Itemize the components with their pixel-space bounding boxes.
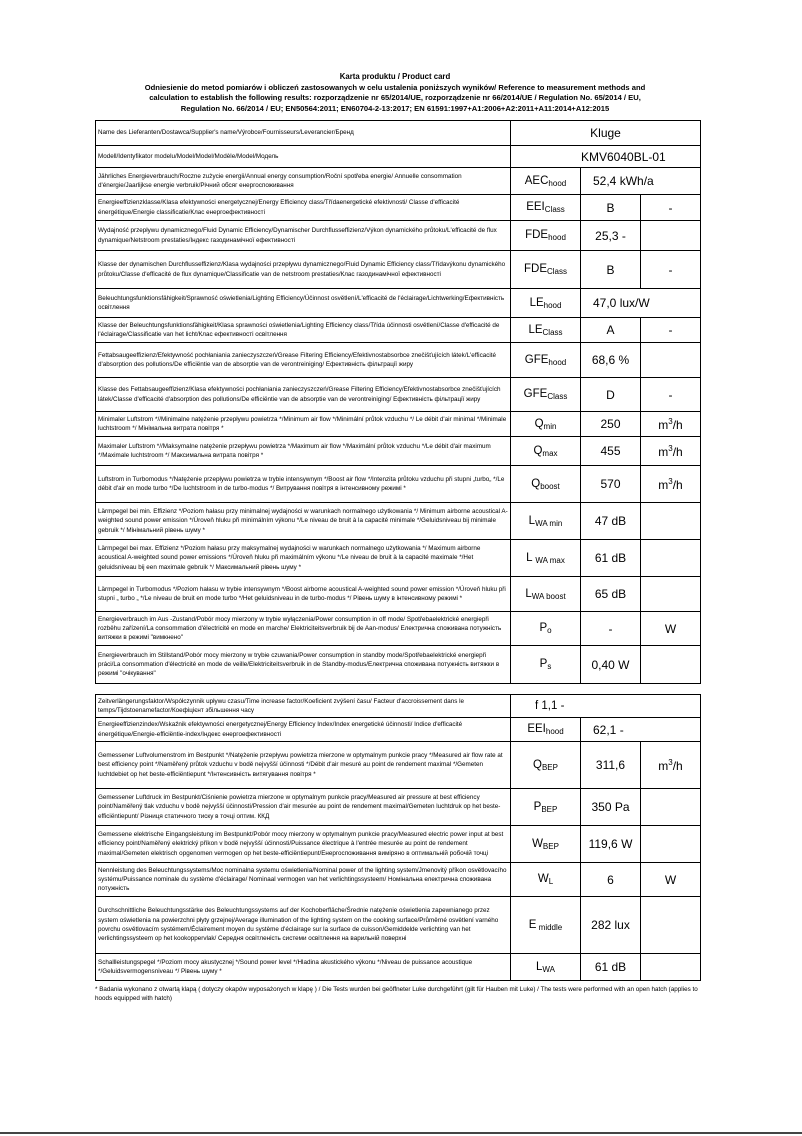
row-unit: W xyxy=(641,612,701,646)
symbol-main: L xyxy=(526,551,536,564)
symbol-sub: hood xyxy=(548,233,566,242)
row-label: Nennleistung des Beleuchtungssystems/Moc nominalna systemu oświetlenia/Nominal power of the lighting system/Jmenovitý příkon osvětlovacího systému/Puissance nominale du système d'éclairage/ Nominaal vermogen van het verlichtingssysteem/ Номінальна електрична споживана потужність xyxy=(96,863,511,897)
table-row xyxy=(96,695,701,718)
row-value: 282 lux xyxy=(581,897,641,954)
symbol-sub: Class xyxy=(547,392,568,401)
symbol-sub: max xyxy=(542,448,558,458)
symbol-main: W xyxy=(532,837,543,850)
row-symbol xyxy=(511,412,581,437)
row-unit xyxy=(641,221,701,251)
symbol-sub: hood xyxy=(545,727,564,736)
symbol-sub: hood xyxy=(548,178,567,188)
row-symbol xyxy=(511,540,581,577)
document-title: Karta produktu / Product card xyxy=(339,72,451,81)
symbol-main: GFE xyxy=(524,353,549,366)
symbol-main: GFE xyxy=(523,388,548,400)
product-card-table-main xyxy=(95,120,701,684)
row-symbol-value xyxy=(511,695,701,718)
row-label: Zeitverlängerungsfaktor/Współczynnik upływu czasu/Time increase factor/Koeficient zvýšení času/ Facteur d'accroissement dans le temps/Tijdstoenamefactor/Коефіцієнт збільшення часу xyxy=(96,695,511,718)
row-symbol xyxy=(511,897,581,954)
row-label: Energieeffizienzindex/Wskaźnik efektywności energetycznej/Energy Efficiency Index/Index energetické účinnosti/ Indice d'efficacité énergétique/Energie-efficiëntie-index/Індекс енергоефективності xyxy=(96,718,511,742)
row-value: D xyxy=(581,378,641,412)
symbol-main: FDE xyxy=(525,229,549,241)
row-symbol xyxy=(511,577,581,612)
unit-sup: 3 xyxy=(668,757,673,767)
unit-tail: /h xyxy=(672,444,683,459)
table-row xyxy=(96,863,701,897)
footnote: * Badania wykonano z otwartą klapą ( dotyczy okapów wyposażonych w klapę ) / Die Tests wurden bei geöffneter Luke durchgeführt (gilt für Hauben mit Luke) / The tests were performed with an open hatch (applies to hoods equipped with hatch) xyxy=(95,986,698,1002)
row-unit xyxy=(641,577,701,612)
row-symbol xyxy=(511,612,581,646)
symbol-main: L xyxy=(528,514,536,527)
symbol-sub: s xyxy=(547,662,552,671)
row-symbol xyxy=(511,742,581,789)
table-row xyxy=(96,577,701,612)
row-label: Schallleistungspegel */Poziom mocy akustycznej */Sound power level */Hladina akustického výkonu */Niveau de puissance acoustique */Geluidsvermogensniveau */ Рівень шуму * xyxy=(96,954,511,981)
row-label: Wydajność przepływu dynamicznego/Fluid Dynamic Efficiency/Dynamischer Durchflusseffizienz/Výkon dynamického průtoku/L'efficacité de flux dynamique/Netstroom prestaties/Індекс газодинамічної ефективності xyxy=(96,221,511,251)
header-line-3: Regulation No. 66/2014 / EU; EN50564:2011; EN60704-2-13:2017; EN 61591:1997+A1:2006+A2:2011+A11:2014+A12:2015 xyxy=(180,103,610,113)
symbol-sub: Class xyxy=(542,327,563,337)
row-label: Energieeffizienzklasse/Klasa efektywności energetycznej/Energy Efficiency class/Třídaenergetické efektivnosti/ Classe d'efficacité énergétique/Energie classificatie/Клас енергоефективності xyxy=(96,195,511,221)
row-value: 61 dB xyxy=(581,954,641,981)
row-symbol xyxy=(511,646,581,684)
row-value: B xyxy=(581,251,641,289)
row-unit xyxy=(641,954,701,981)
row-symbol xyxy=(511,466,581,503)
symbol-main: P xyxy=(539,622,548,634)
row-value: 250 xyxy=(581,412,641,437)
row-label: Gemessener Luftdruck im Bestpunkt/Ciśnienie powietrza mierzone w optymalnym punkcie pracy/Measured air pressure at best efficiency point/Naměřený tlak vzduchu v bodě nejvyšší účinnosti/Pression d'air mesurée au point de rendement maximal/Gemeten luchtdruk op het beste-efficiëntiepunt/ Різниця статичного тиску в точці оптим. ККД xyxy=(96,789,511,826)
row-symbol xyxy=(511,378,581,412)
symbol-sub: Class xyxy=(544,205,565,214)
unit-main: m xyxy=(658,444,669,459)
model-identifier-text: KMV6040BL-01 xyxy=(581,149,666,164)
symbol-main: P xyxy=(533,800,542,813)
symbol-main: EEI xyxy=(527,723,546,735)
row-value: 570 xyxy=(581,466,641,503)
row-value: B xyxy=(581,195,641,221)
unit-main: m xyxy=(658,417,669,432)
row-label: Klasse der dynamischen Durchflusseffizienz/Klasa wydajności przepływu dynamicznego/Fluid Dynamic Efficiency class/Třídavýkonu dynamického průtoku/Classe d'efficacité de flux dynamique/Classificatie van de netstroom prestaties/Клас газодинамічної ефективності xyxy=(96,251,511,289)
row-symbol xyxy=(511,251,581,289)
symbol-main: E xyxy=(528,918,537,931)
table-row xyxy=(96,195,701,221)
row-label: Name des Lieferanten/Dostawca/Supplier's name/Výrobce/Fournisseurs/Leverancier/Бренд xyxy=(96,121,511,146)
symbol-main: L xyxy=(525,587,532,600)
row-label: Klasse der Beleuchtungsfunktionsfähigkeit/Klasa sprawności oświetlenia/Lighting Efficiency class/Třída účinnosti osvětlení/Classe d'efficacité de l'éclairage/Classificatie van het licht/Клас ефективності освітлення xyxy=(96,318,511,343)
table-row xyxy=(96,789,701,826)
row-unit xyxy=(641,789,701,826)
row-value: 65 dB xyxy=(581,577,641,612)
table-row xyxy=(96,168,701,195)
row-symbol xyxy=(511,289,581,318)
row-value: 25,3 - xyxy=(581,221,641,251)
row-value: 119,6 W xyxy=(581,826,641,863)
row-label: Beleuchtungsfunktionsfähigkeit/Sprawność oświetlenia/Lighting Efficiency/Účinnost osvětlení/L'efficacité de l'éclairage/Lichtwerking/Ефективність освітлення xyxy=(96,289,511,318)
table-row xyxy=(96,540,701,577)
row-value: 47 dB xyxy=(581,503,641,540)
supplier-name-value: Kluge xyxy=(511,121,701,146)
unit-main: m xyxy=(658,477,669,492)
table-row xyxy=(96,646,701,684)
row-label: Energieverbrauch im Stillstand/Pobór mocy mierzony w trybie czuwania/Power consumption in standby mode/Spotřebaelektrické energiepři práci/La consommation d'électricité en mode de veille/Elektriciteitsverbruik in de Standby-modus/Електрична споживана потужність витяжки в режимі "очікування" xyxy=(96,646,511,684)
symbol-main: AEC xyxy=(524,174,549,187)
row-symbol xyxy=(511,826,581,863)
symbol-main: LE xyxy=(528,323,543,336)
row-value: 68,6 % xyxy=(581,343,641,378)
table-row xyxy=(96,378,701,412)
row-unit: - xyxy=(641,195,701,221)
row-symbol xyxy=(511,503,581,540)
row-unit xyxy=(641,503,701,540)
row-symbol xyxy=(511,863,581,897)
symbol-sub: WA max xyxy=(535,555,565,565)
row-label: Durchschnittliche Beleuchtungsstärke des Beleuchtungssystems auf der Kochoberfläche/Średnie natężenie oświetlenia zapewnianego przez system oświetlenia na powierzchni płyty grzejnej/Average illumination of the lighting system on the cooking surface/Průměrné osvětlení varného povrchu osvětlovacím systémem/Éclairement moyen du système d'éclairage sur la surface de cuisson/Gemiddelde verlichting van het verlichtingssysteem op het kookoppervlak/ Середня освітленість системи освітлення на варильній поверхні xyxy=(96,897,511,954)
symbol-sub: middle xyxy=(536,922,563,932)
table-row xyxy=(96,289,701,318)
symbol-sub: min xyxy=(543,421,557,431)
symbol-sub: o xyxy=(547,626,552,635)
symbol-main: Q xyxy=(533,444,543,457)
row-unit xyxy=(641,466,701,503)
unit-tail: /h xyxy=(672,417,683,432)
unit-sup: 3 xyxy=(668,416,673,426)
unit-main: m xyxy=(658,758,669,773)
table-row xyxy=(96,612,701,646)
row-unit: - xyxy=(641,251,701,289)
table-row xyxy=(96,146,701,168)
row-label: Minimaler Luftstrom *//Minimalne natężenie przepływu powietrza */Minimum air flow */Minimální průtok vzduchu */ Le débit d'air minimal */Minimale luchtstroom */ Мінімальна витрата повітря * xyxy=(96,412,511,437)
row-value: 6 xyxy=(581,863,641,897)
symbol-sub: hood xyxy=(548,357,567,367)
table-row xyxy=(96,718,701,742)
header-line-2: calculation to establish the following results: rozporządzenie nr 65/2014/UE, rozporządzenie nr 66/2014/UE / Regulation No. 65/2014 / EU, xyxy=(149,93,641,102)
unit-tail: /h xyxy=(672,477,683,492)
symbol-main: LE xyxy=(529,296,544,309)
symbol-sub: Class xyxy=(546,267,567,276)
row-label: Energieverbrauch im Aus -Zustand/Pobór mocy mierzony w trybie wyłączenia/Power consumption in off mode/ Spotřebaelektrické energiepři rozběhu zařízení/La consommation d'électricité en mode en marche/ Elektriciteitsverbruik bij de Aan-modus/ Електрична споживана потужність витяжки в режимі "вимкнено" xyxy=(96,612,511,646)
unit-sup: 3 xyxy=(668,476,673,486)
row-unit xyxy=(641,897,701,954)
unit-sup: 3 xyxy=(668,443,673,453)
row-unit: W xyxy=(641,863,701,897)
symbol-sub: hood xyxy=(543,300,562,310)
symbol-main: Q xyxy=(534,417,544,430)
row-label: Jährliches Energieverbrauch/Roczne zużycie energii/Annual energy consumption/Roční spotřeba energie/ Annuelle consommation d'énergie/Jaarlijkse energie verbruik/Річний обсяг енергоспоживання xyxy=(96,168,511,195)
row-symbol xyxy=(511,168,581,195)
table-row xyxy=(96,503,701,540)
row-symbol xyxy=(511,718,581,742)
row-unit: - xyxy=(641,378,701,412)
symbol-sub: WA xyxy=(542,964,555,974)
symbol-sub: BEP xyxy=(541,762,558,772)
table-row xyxy=(96,954,701,981)
row-symbol xyxy=(511,789,581,826)
row-label: Gemessene elektrische Eingangsleistung im Bestpunkt/Pobór mocy mierzony w optymalnym punkcie pracy/Measured electric power input at best efficiency point/Naměřený elektrický příkon v bodě nejvyšší účinnosti/Puissance électrique à l'entrée mesurée au point de rendement maximal/Gemeten elektrisch opgenomen vermogen op het beste-efficiëntiepunt/Енергоспоживання виміряно в оптимальній робочій точці xyxy=(96,826,511,863)
symbol-sub: BEP xyxy=(542,841,559,851)
symbol-main: P xyxy=(539,658,548,670)
row-label: Lärmpegel in Turbomodus */Poziom hałasu w trybie intensywnym */Boost airborne acoustical A-weighted sound power emission */Úroveň hluku při stupni „ turbo „ */Le niveau de bruit en mode turbo */Het geluidsniveau in de turbo-modus */ Рівень шуму в інтенсивному режимі * xyxy=(96,577,511,612)
unit-tail: /h xyxy=(672,758,683,773)
row-unit xyxy=(641,742,701,789)
row-unit xyxy=(641,646,701,684)
row-symbol xyxy=(511,318,581,343)
row-unit xyxy=(641,343,701,378)
row-value: 311,6 xyxy=(581,742,641,789)
symbol-main: EEI xyxy=(526,201,545,213)
row-label: Maximaler Luftstrom *//Maksymalne natężenie przepływu powietrza */Maximum air flow */Maximální průtok vzduchu */Le débit d'air maximum */Maximale luchtstroom */ Максимальна витрата повітря * xyxy=(96,437,511,466)
symbol-main: L xyxy=(536,960,543,973)
row-label: Modell/Identyfikator modelu/Model/Model/Modèle/Model/Модель xyxy=(96,146,511,168)
table-row xyxy=(96,318,701,343)
row-unit xyxy=(641,437,701,466)
row-label: Lärmpegel bei max. Effizienz */Poziom hałasu przy maksymalnej wydajności w warunkach normalnego użytkowania */ Maximum airborne acoustical A-weighted sound power emissions */Úroveň hluku při maximálním výkonu */Le niveau de bruit à la capacité maximale */Het geluidsniveau bij een maximale gebruik */ Максимальний рівень шуму * xyxy=(96,540,511,577)
table-row xyxy=(96,897,701,954)
product-card-table-extra xyxy=(95,694,701,981)
row-value: - xyxy=(581,612,641,646)
row-symbol xyxy=(511,437,581,466)
row-label: Klasse des Fettabsaugeeffizienz/Klasa efektywności pochłaniania zanieczyszczeń/Grease Filtering Efficiency/Efektivnostabsorbce znečišťujících látek/Classe d'efficacité d'absorption des pollutions/De efficiëntie van de absorptie van de verontreiniging/ Ефективність фільтрації жиру xyxy=(96,378,511,412)
row-label: Lärmpegel bei min. Effizienz */Poziom hałasu przy minimalnej wydajności w warunkach normalnego użytkowania */ Minimum airborne acoustical A-weighted sound power emission */Úroveň hluku při minimálním výkonu */Le niveau de bruit à la capacité minimale */Geluidsniveau bij minimale gebruik */ Мінімальний рівень шуму * xyxy=(96,503,511,540)
row-label: Gemessener Luftvolumenstrom im Bestpunkt */Natężenie przepływu powietrza mierzone w optymalnym punkcie pracy */Measured air flow rate at best efficiency point */Naměřený průtok vzduchu v bodě nejvyšší účinnosti */Débit d'air mesuré au point de rendement maximal */Gemeten luchtdebiet op het beste-efficiëntiepunt */Інтенсивність витягування повітря * xyxy=(96,742,511,789)
table-row xyxy=(96,343,701,378)
symbol-sub: BEP xyxy=(541,804,558,814)
row-symbol xyxy=(511,195,581,221)
symbol-main: FDE xyxy=(523,263,547,275)
row-value: 62,1 - xyxy=(581,718,701,742)
page-bottom-border xyxy=(0,1132,802,1134)
row-value: 1,1 - xyxy=(541,700,565,712)
table-row xyxy=(96,121,701,146)
table-row xyxy=(96,412,701,437)
row-unit xyxy=(641,826,701,863)
symbol-sub: WA boost xyxy=(531,591,566,601)
row-label: Luftstrom in Turbomodus */Natężenie przepływu powietrza w trybie intensywnym */Boost air flow */Intenzita průtoku vzduchu při stupni „turbo„ */Le débit d'air en mode turbo */De luchtstroom in de turbo-modus */ Витрування повітря в інтенсивному режимі * xyxy=(96,466,511,503)
symbol-main: W xyxy=(537,873,549,885)
table-row xyxy=(96,437,701,466)
row-value: 350 Pa xyxy=(581,789,641,826)
row-value: A xyxy=(581,318,641,343)
row-value: 47,0 lux/W xyxy=(581,289,701,318)
row-unit: - xyxy=(641,318,701,343)
symbol-sub: WA min xyxy=(535,518,563,528)
table-row xyxy=(96,466,701,503)
row-value: 52,4 kWh/a xyxy=(581,168,701,195)
row-symbol xyxy=(511,221,581,251)
row-value: 0,40 W xyxy=(581,646,641,684)
symbol-main: Q xyxy=(533,758,542,771)
symbol-main: f xyxy=(535,700,539,712)
document-header xyxy=(90,72,700,114)
table-row xyxy=(96,221,701,251)
row-unit xyxy=(641,412,701,437)
row-symbol xyxy=(511,343,581,378)
table-row xyxy=(96,826,701,863)
symbol-main: Q xyxy=(531,477,541,490)
symbol-sub: boost xyxy=(540,481,560,491)
model-identifier-value xyxy=(511,146,701,168)
row-symbol xyxy=(511,954,581,981)
header-line-1: Odniesienie do metod pomiarów i obliczeń zastosowanych w celu ustalenia poniższych wyników/ Reference to measurement methods and xyxy=(144,82,646,92)
table-row xyxy=(96,742,701,789)
row-unit xyxy=(641,540,701,577)
row-value: 455 xyxy=(581,437,641,466)
symbol-sub: L xyxy=(548,877,554,886)
row-value: 61 dB xyxy=(581,540,641,577)
row-label: Fettabsaugeeffizienz/Efektywność pochłaniania zanieczyszczeń/Grease Filtering Efficiency/Efektivnostabsorbce znečišťujících látek/L'efficacité d'absorption des pollutions/De efficiëntie van de absorptie van de verontreiniging/ Ефективність фільтрації жиру xyxy=(96,343,511,378)
table-row xyxy=(96,251,701,289)
